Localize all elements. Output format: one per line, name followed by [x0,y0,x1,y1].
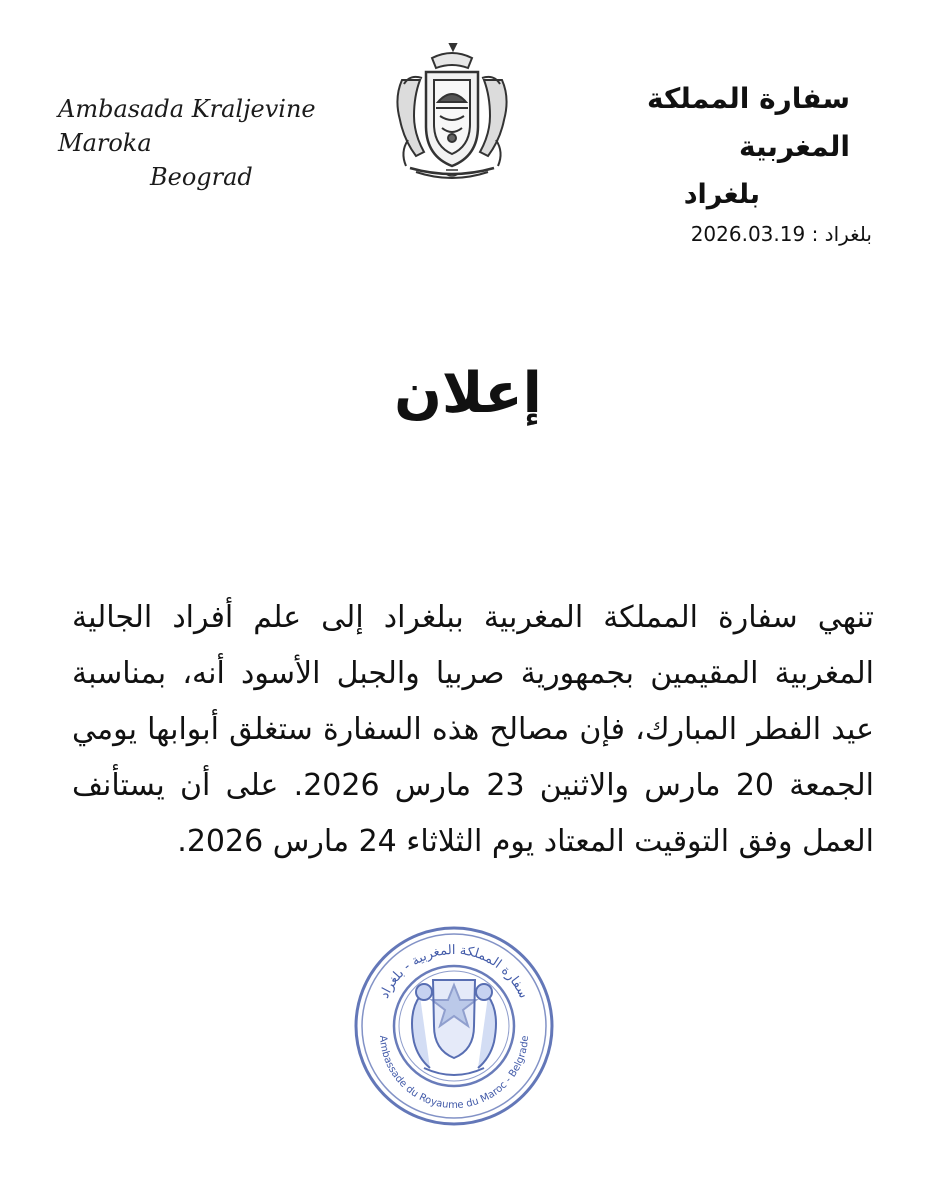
date-line [691,220,872,248]
date-value: 2026.03.19 [690,222,806,246]
date-label: بلغراد : [811,222,872,246]
announcement-body: تنهي سفارة المملكة المغربية ببلغراد إلى علم أفراد الجالية المغربية المقيمين بجمهورية صربيا والجبل الأسود أنه، بمناسبة عيد الفطر المبارك، فإن مصالح هذه السفارة ستغلق أبوابها يومي الجمعة 20 مارس والاثنين 23 مارس 2026. على أن يستأنف العمل وفق التوقيت المعتاد يوم الثلاثاء 24 مارس 2026. [72,600,875,859]
moroccan-coat-of-arms-icon [386,40,518,184]
latin-letterhead [58,92,358,194]
seal-arabic-text: سفارة المملكة المغربية - بلغراد [377,942,531,1001]
seal-emblem-icon [412,980,496,1075]
latin-embassy-name: Ambasada Kraljevine Maroka [58,95,316,157]
seal-french-text: Ambassade du Royaume du Maroc - Belgrade [376,1035,532,1112]
embassy-seal-stamp [350,922,558,1130]
latin-embassy-city: Beograd [150,163,253,191]
announcement-title: إعلان [394,361,542,426]
arabic-embassy-name: سفارة المملكة المغربية [647,82,850,163]
arabic-embassy-city: بلغراد [683,179,760,210]
arabic-letterhead [560,75,850,219]
